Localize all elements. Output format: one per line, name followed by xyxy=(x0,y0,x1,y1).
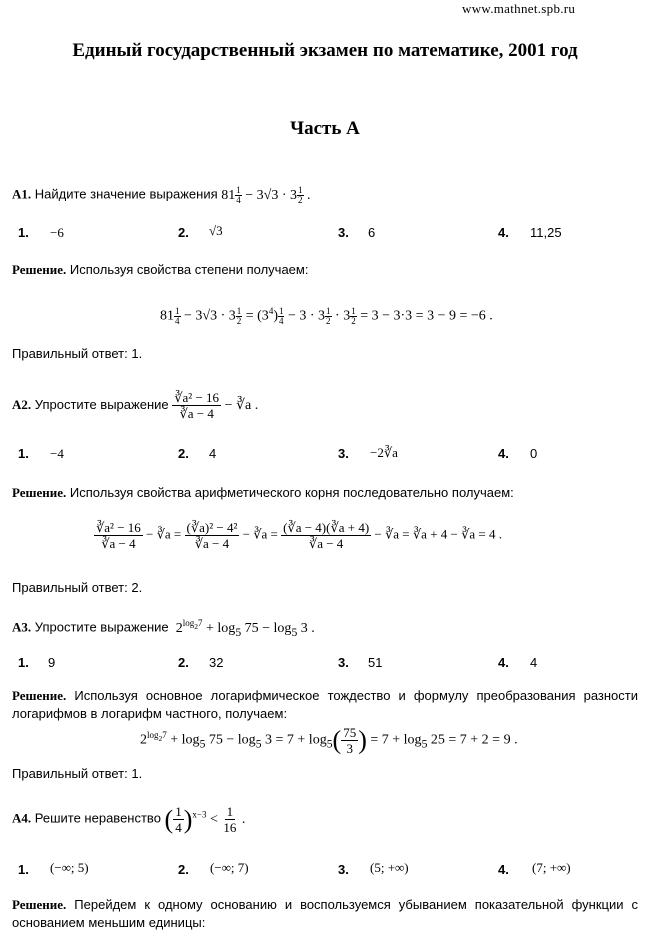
option: 3. xyxy=(338,655,349,670)
option: 1. xyxy=(18,655,29,670)
question-a3 xyxy=(12,618,315,638)
formula: $\frac{\text{∛a² − 16}}{∛a - 4}$ xyxy=(174,390,220,421)
formula: ( $\frac{1}{4}$ )$^{x-3}$ < $\frac{1}{16}$ . xyxy=(164,804,246,835)
option: 2. xyxy=(178,655,189,670)
option: 2. xyxy=(178,446,189,461)
solution-text: Используя свойства степени получаем: xyxy=(69,262,309,277)
solution-label: Решение. xyxy=(12,262,67,277)
option-value: 4 xyxy=(209,446,217,461)
option-value: 9 xyxy=(48,655,56,670)
option-value: −6 xyxy=(50,225,64,240)
option-value: (7; +∞) xyxy=(532,860,571,875)
option-value: 11,25 xyxy=(530,225,562,240)
option-value: −2∛a xyxy=(370,445,398,460)
answer-a2: Правильный ответ: 2. xyxy=(12,580,143,595)
solution-label: Решение. xyxy=(12,897,67,912)
option: 4. xyxy=(498,655,509,670)
solution-equation: $\frac{\text{∛a² − 16}}{∛a - 4}$ − ∛a = $\frac{\text{(∛a)² − 4²}}{∛a - 4}$ − ∛a = $\frac{(∛a - 4)(∛a + 4)}{∛a - 4}$ − ∛a = ∛a + 4 − ∛a = 4 . xyxy=(96,520,502,551)
solution-a4 xyxy=(12,896,638,932)
solution-label: Решение. xyxy=(12,688,67,703)
question-prompt: Упростите выражение xyxy=(34,396,169,412)
option-value: 32 xyxy=(209,655,224,670)
solution-a3 xyxy=(12,687,638,723)
question-a2: A2. Упростите выражение $\frac{\text{∛a² − 16}}{∛a - 4}$ − ∛a . xyxy=(12,390,259,421)
solution-text: Используя основное логарифмическое тождество и формулу преобразования разности логарифмов в логарифм частного, получаем: xyxy=(12,688,638,721)
page-title: Единый государственный экзамен по математике, 2001 год xyxy=(72,40,578,61)
option: 3. xyxy=(338,862,349,877)
question-a1 xyxy=(12,186,311,205)
solution-equation: $2^{log_27} + \log_5 75 - \log_5 3 = 7 + \log_5$( $\frac{75}{3}$ ) = $7 + \log_5 25 = 7 + 2 = 9$ . xyxy=(140,725,518,756)
option-value: (−∞; 7) xyxy=(210,860,249,875)
question-label: A3. xyxy=(12,619,32,635)
formula: 81 $\frac{1}{4}$ − 3√3 · 3 $\frac{1}{2}$ . xyxy=(221,185,311,205)
question-prompt: Решите неравенство xyxy=(34,810,161,826)
option: 2. xyxy=(178,225,189,240)
answer-a3: Правильный ответ: 1. xyxy=(12,766,143,781)
option: 4. xyxy=(498,225,509,240)
option: 4. xyxy=(498,446,509,461)
option: 3. xyxy=(338,446,349,461)
option: 1. xyxy=(18,225,29,240)
solution-a1 xyxy=(12,262,308,278)
solution-text: Перейдем к одному основанию и воспользуемся убыванием показательной функции с основанием меньшим единицы: xyxy=(12,897,638,930)
question-label: A4. xyxy=(12,810,32,826)
question-label: A2. xyxy=(12,396,32,412)
question-a4 xyxy=(12,804,245,835)
solution-label: Решение. xyxy=(12,485,67,500)
option-value: 4 xyxy=(530,655,538,670)
option: 4. xyxy=(498,862,509,877)
question-prompt: Найдите значение выражения xyxy=(34,186,218,202)
answer-a1: Правильный ответ: 1. xyxy=(12,346,143,361)
option: 3. xyxy=(338,225,349,240)
option-value: (−∞; 5) xyxy=(50,860,89,875)
question-prompt: Упростите выражение xyxy=(34,619,169,635)
solution-a2 xyxy=(12,485,514,501)
option-value: √3 xyxy=(209,223,223,238)
site-url[interactable]: www.mathnet.spb.ru xyxy=(462,1,576,16)
question-label: A1. xyxy=(12,186,32,202)
option-value: −4 xyxy=(50,446,64,461)
solution-text: Используя свойства арифметического корня последовательно получаем: xyxy=(69,485,514,500)
option: 1. xyxy=(18,862,29,877)
formula: $2^{log_27} + \log_5 75 - \log_5 3$ . xyxy=(172,618,315,639)
option-value: 6 xyxy=(368,225,376,240)
option-value: 51 xyxy=(368,655,383,670)
solution-equation: 81 $\frac{1}{4}$ − 3√3 · 3 $\frac{1}{2}$ = $(3^4)$ $\frac{1}{4}$ − 3 · 3 $\frac{1}{2}$ · 3 $\frac{1}{2}$ = 3 − 3·3 = 3 − 9 = −6 . xyxy=(160,306,493,326)
option-value: 0 xyxy=(530,446,538,461)
part-heading: Часть A xyxy=(290,118,360,139)
option: 1. xyxy=(18,446,29,461)
option: 2. xyxy=(178,862,189,877)
option-value: (5; +∞) xyxy=(370,860,409,875)
